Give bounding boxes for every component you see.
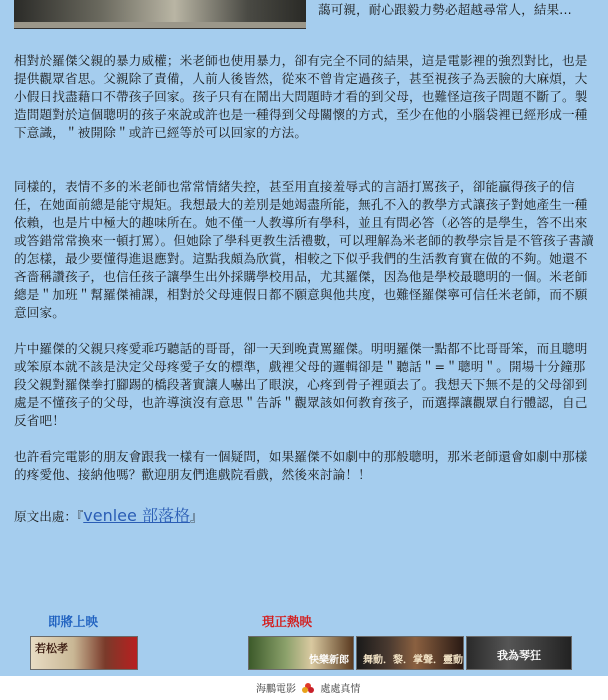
footer-flower-icon	[301, 682, 315, 696]
source-line	[14, 506, 203, 527]
footer-logo	[256, 680, 360, 696]
article-paragraph-2: 同樣的，表情不多的米老師也常常情緒失控，甚至用直接羞辱式的言語打罵孩子，卻能贏得孩子的信任，在她面前總是能守規矩。我想最大的差別是她竭盡所能，無孔不入的教學方式讓孩子對她產生一種依賴，也是片中極大的趣味所在。她不僅一人教導所有學科，並且有問必答（必答的是學生，答不出來或答錯常常換來一頓打罵）。但她除了學科更教生活禮數，可以理解為米老師的教學宗旨是不管孩子書讀的怎樣，最少要懂得進退應對。這點我頗為欣賞，相較之下似乎我們的生活教育實在做的不夠。她還不吝嗇稱讚孩子，也信任孩子讓學生出外採購學校用品，尤其羅傑，因為他是學校最聰明的一個。米老師總是＂加班＂幫羅傑補課，相對於父母連假日都不願意與他共度，也難怪羅傑寧可信任米老師，而不願意回家。	[14, 179, 594, 320]
site-footer	[0, 676, 608, 700]
now-showing-section-label: 現正熱映	[262, 614, 313, 629]
source-blog-link[interactable]: venlee 部落格	[83, 506, 190, 525]
source-close: 』	[189, 509, 203, 524]
now-showing-poster-3-title: 我為琴狂	[497, 649, 541, 662]
now-showing-poster-3[interactable]	[466, 636, 572, 670]
footer-slogan-text: 處處真情	[320, 684, 361, 695]
upcoming-section-label: 即將上映	[48, 614, 99, 629]
source-label: 原文出處：『	[14, 509, 84, 524]
now-showing-poster-1-title: 快樂新郎	[309, 655, 349, 666]
article-top	[0, 0, 608, 60]
movie-still-image	[14, 0, 306, 29]
article-paragraph-4: 也許看完電影的朋友會跟我一樣有一個疑問，如果羅傑不如劇中的那般聰明，那米老師還會如劇中那樣的疼愛他、接納他嗎？歡迎朋友們進戲院看戲，然後來討論！！	[14, 449, 588, 482]
image-caption: 藹可親，耐心跟毅力勢必超越尋常人，結果...	[318, 2, 572, 17]
movie-still-strip	[14, 22, 306, 28]
article-paragraph-1: 相對於羅傑父親的暴力威權；米老師也使用暴力，卻有完全不同的結果，這是電影裡的強烈對比，也是提供觀眾省思。父親除了責備，人前人後皆然，從來不曾肯定過孩子，甚至視孩子為丟臉的大麻煩，大小假日找盡藉口不帶孩子回家。孩子只有在鬧出大問題時才看的到父母，也難怪這孩子問題不斷了。製造問題對於這個聰明的孩子來說或許也是一種得到父母關懷的方式，至少在他的小腦袋裡已經形成一種下意識，＂被開除＂或許已經等於可以回家的方法。	[14, 53, 588, 140]
footer-brand-text: 海鵬電影	[256, 684, 296, 695]
now-showing-poster-2[interactable]	[356, 636, 464, 670]
upcoming-poster-1[interactable]	[30, 636, 138, 670]
article-paragraph-3: 片中羅傑的父親只疼愛乖巧聽話的哥哥，卻一天到晚責罵羅傑。明明羅傑一點都不比哥哥笨，而且聰明或笨原本就不該是決定父母疼愛子女的標準，戲裡父母的邏輯卻是＂聽話＂=＂聰明＂。開場十分鐘那段父親對羅傑拳打腳踢的橋段著實讓人嚇出了眼淚，心疼到骨子裡頭去了。我想天下無不是的父母卻到處是不懂孩子的父母，也許導演沒有意思＂告訴＂觀眾該如何教育孩子，而選擇讓觀眾自行體認，自己反省吧！	[14, 341, 588, 428]
upcoming-poster-1-title: 若松孝	[35, 642, 68, 655]
now-showing-poster-1[interactable]	[248, 636, 354, 670]
now-showing-poster-2-title: 舞動．黎．掌聲．靈動	[363, 655, 463, 666]
